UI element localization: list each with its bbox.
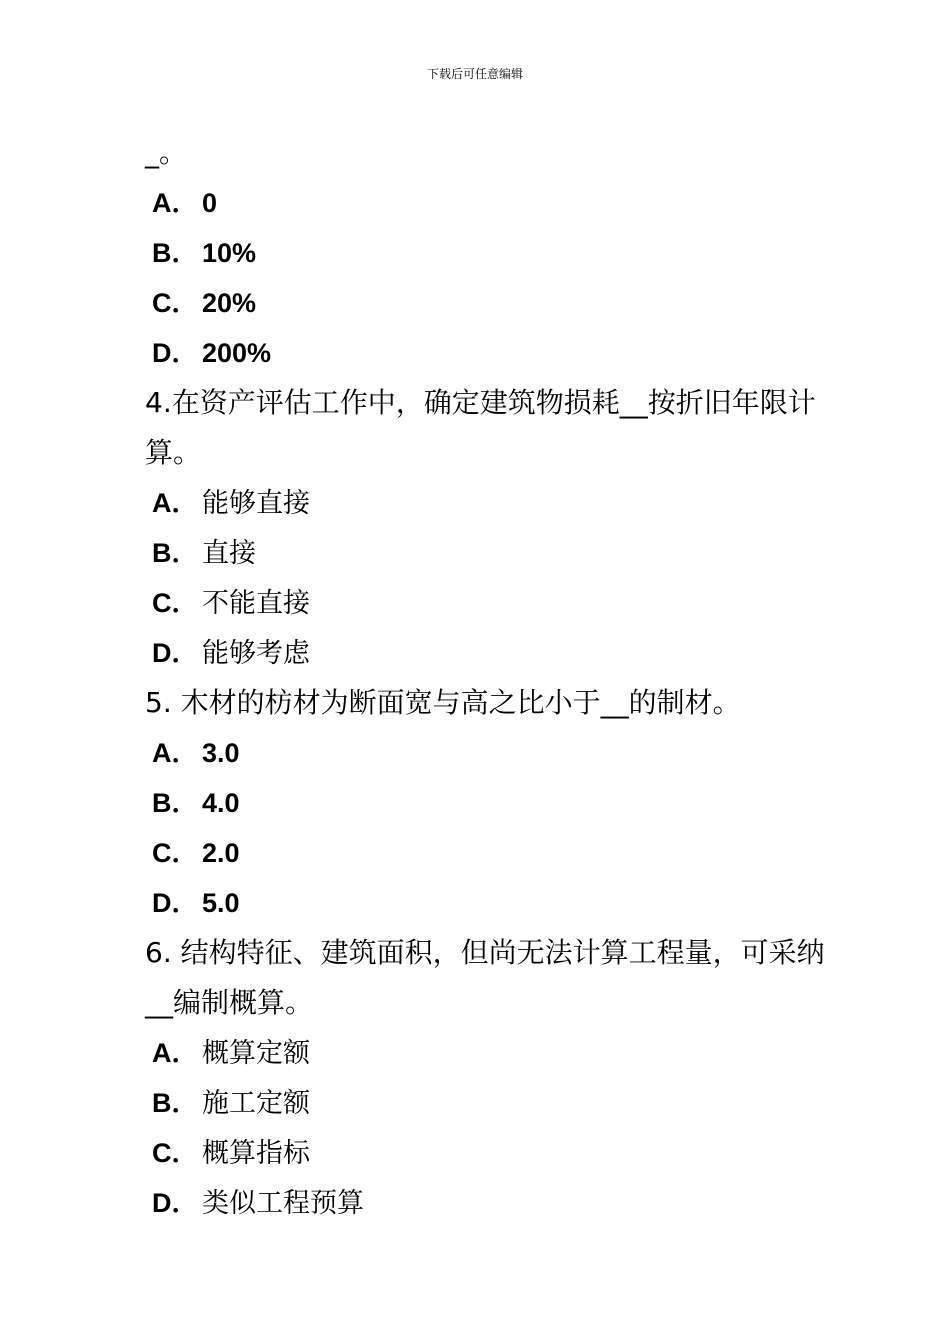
option-letter: D． [152, 638, 199, 668]
option-letter: B． [152, 788, 199, 818]
option-text: 10% [202, 238, 257, 268]
option-letter: C． [152, 588, 199, 618]
q3-option-c [145, 278, 845, 328]
option-letter: B． [152, 1088, 199, 1118]
q3-option-a [145, 178, 845, 228]
option-text: 能够直接 [202, 488, 310, 519]
option-letter: A． [152, 738, 199, 768]
q3-option-b [145, 228, 845, 278]
option-letter: C． [152, 1138, 199, 1168]
question-fragment: _。 [145, 136, 188, 169]
option-letter: C． [152, 838, 199, 868]
question-6: 6. 结构特征、建筑面积，但尚无法计算工程量，可采纳__编制概算。 [145, 936, 825, 1019]
q4-option-c [145, 578, 845, 628]
q4-option-d [145, 628, 845, 678]
option-text: 能够考虑 [202, 638, 310, 669]
q6-option-c [145, 1128, 845, 1178]
option-letter: D． [152, 888, 199, 918]
option-text: 概算定额 [202, 1038, 310, 1069]
option-letter: B． [152, 238, 199, 268]
option-letter: D． [152, 338, 199, 368]
option-text: 0 [202, 188, 218, 218]
option-letter: A． [152, 488, 199, 518]
option-text: 概算指标 [202, 1138, 310, 1169]
q5-option-c [145, 828, 845, 878]
option-text: 200% [202, 338, 272, 368]
q4-option-b [145, 528, 845, 578]
document-body [145, 128, 845, 1228]
option-letter: B． [152, 538, 199, 568]
option-letter: A． [152, 188, 199, 218]
q5-option-b [145, 778, 845, 828]
option-letter: C． [152, 288, 199, 318]
option-text: 4.0 [202, 788, 240, 818]
option-text: 直接 [202, 538, 256, 569]
option-text: 5.0 [202, 888, 240, 918]
option-text: 3.0 [202, 738, 240, 768]
question-4: 4.在资产评估工作中，确定建筑物损耗__按折旧年限计算。 [145, 386, 816, 469]
q5-option-d [145, 878, 845, 928]
option-letter: A． [152, 1038, 199, 1068]
question-5: 5. 木材的枋材为断面宽与高之比小于__的制材。 [145, 686, 741, 719]
option-text: 施工定额 [202, 1088, 310, 1119]
q6-option-a [145, 1028, 845, 1078]
q6-option-d [145, 1178, 845, 1228]
option-text: 类似工程预算 [202, 1188, 364, 1219]
q4-option-a [145, 478, 845, 528]
option-letter: D． [152, 1188, 199, 1218]
page-header: 下载后可任意编辑 [426, 67, 523, 81]
option-text: 不能直接 [202, 588, 310, 619]
q6-option-b [145, 1078, 845, 1128]
q3-option-d [145, 328, 845, 378]
option-text: 2.0 [202, 838, 240, 868]
q5-option-a [145, 728, 845, 778]
option-text: 20% [202, 288, 257, 318]
